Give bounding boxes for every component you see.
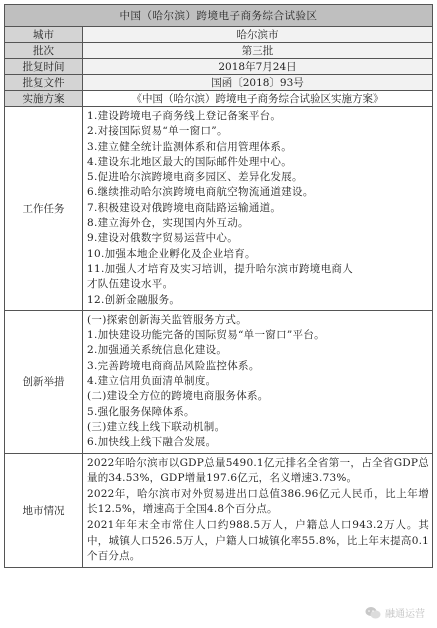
- batch-label: 批次: [5, 43, 83, 59]
- approval-date-label: 批复时间: [5, 59, 83, 75]
- paragraph: 2022年哈尔滨市以GDP总量5490.1亿元排名全省第一，占全省GDP总量的34.53%，GDP增量197.6亿元，名义增速3.73%。: [87, 456, 429, 485]
- local-situation-label: 地市情况: [5, 453, 83, 567]
- city-value: 哈尔滨市: [83, 27, 433, 43]
- local-situation-text: [83, 453, 433, 567]
- list-item: 2.加强通关系统信息化建设。: [87, 344, 228, 357]
- approval-document-value: 国函〔2018〕93号: [83, 75, 433, 91]
- list-item: 6.继续推动哈尔滨跨境电商航空物流通道建设。: [87, 186, 314, 199]
- wechat-icon: [365, 606, 381, 620]
- work-tasks-label: 工作任务: [5, 107, 83, 311]
- implementation-plan-value: 《中国（哈尔滨）跨境电子商务综合试验区实施方案》: [83, 91, 433, 107]
- list-item: 6.加快线上线下融合发展。: [87, 436, 217, 449]
- work-tasks-list: [83, 107, 433, 311]
- list-item: 1.建设跨境电子商务线上登记备案平台。: [87, 110, 282, 122]
- city-label: 城市: [5, 27, 83, 43]
- list-item: 9.建设对俄数字贸易运营中心。: [87, 232, 239, 245]
- list-item: 2.对接国际贸易“单一窗口”。: [87, 125, 228, 138]
- innovation-measures-list: [83, 310, 433, 453]
- list-item: 3.建立健全统计监测体系和信用管理体系。: [87, 140, 293, 153]
- list-item: (一)探索创新海关监管服务方式。: [87, 313, 247, 326]
- implementation-plan-label: 实施方案: [5, 91, 83, 107]
- approval-document-label: 批复文件: [5, 75, 83, 91]
- list-item: 4.建设东北地区最大的国际邮件处理中心。: [87, 155, 293, 168]
- list-item: 8.建立海外仓，实现国内外互动。: [87, 217, 249, 230]
- paragraph: 2021年年末全市常住人口约988.5万人，户籍总人口943.2万人。其中，城镇人口526.5万人，户籍人口城镇化率55.8%，比上年末提高0.1个百分点。: [87, 518, 429, 563]
- list-item: 11.加强人才培育及实习培训，提升哈尔滨市跨境电商人: [87, 262, 353, 275]
- list-item: 才队伍建设水平。: [87, 278, 174, 291]
- list-item: 1.加快建设功能完备的国际贸易“单一窗口”平台。: [87, 329, 325, 342]
- watermark: [365, 605, 425, 620]
- list-item: 4.建立信用负面清单制度。: [87, 375, 217, 388]
- table-title: 中国（哈尔滨）跨境电子商务综合试验区: [5, 5, 433, 27]
- watermark-text: 融通运营: [385, 609, 425, 620]
- paragraph: 2022年，哈尔滨市对外贸易进出口总值386.96亿元人民币，比上年增长12.5%，增速高于全国4.8个百分点。: [87, 487, 429, 516]
- batch-value: 第三批: [83, 43, 433, 59]
- list-item: 10.加强本地企业孵化及企业培育。: [87, 247, 256, 260]
- innovation-measures-label: 创新举措: [5, 310, 83, 453]
- list-item: 5.促进哈尔滨跨境电商多园区、差异化发展。: [87, 171, 303, 184]
- list-item: (三)建立线上线下联动机制。: [87, 420, 226, 433]
- pilot-zone-info-table: [4, 4, 433, 568]
- list-item: 12.创新金融服务。: [87, 293, 181, 306]
- list-item: (二)建设全方位的跨境电商服务体系。: [87, 390, 269, 403]
- approval-date-value: 2018年7月24日: [83, 59, 433, 75]
- list-item: 7.积极建设对俄跨境电商陆路运输通道。: [87, 201, 282, 214]
- list-item: 5.强化服务保障体系。: [87, 405, 195, 418]
- list-item: 3.完善跨境电商商品风险监控体系。: [87, 359, 260, 372]
